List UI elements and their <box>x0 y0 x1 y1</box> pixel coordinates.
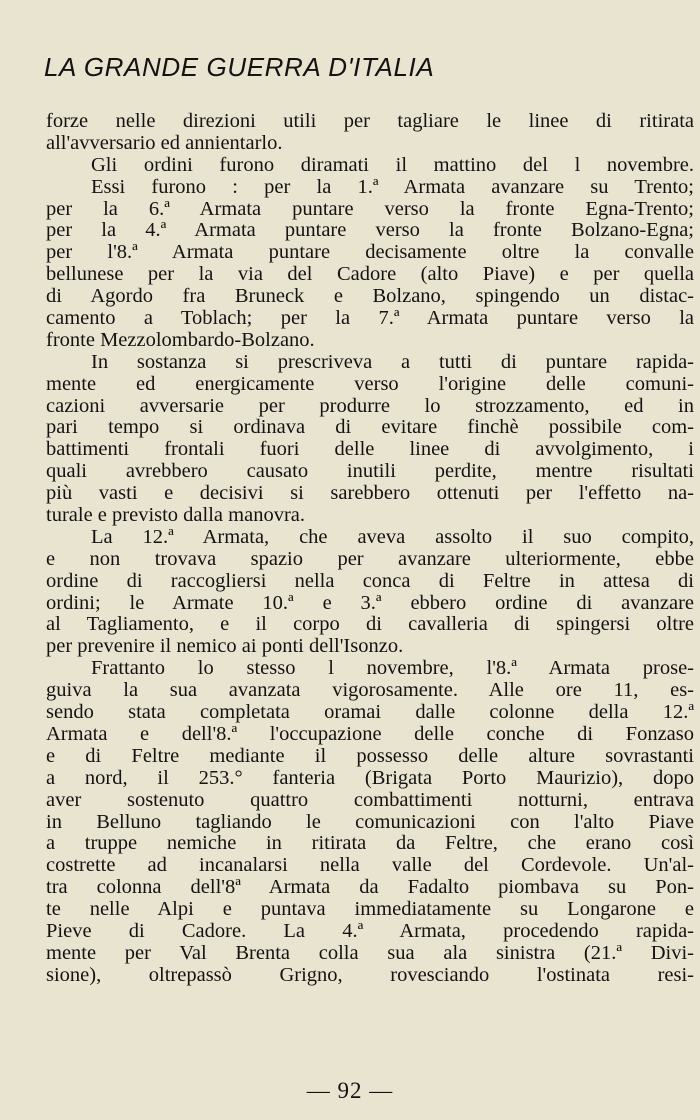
text-line: per la 4.ª Armata puntare verso la fronte Bolzano-Egna; <box>46 219 694 242</box>
text-line: e non trovava spazio per avanzare ulteriormente, ebbe <box>46 547 694 570</box>
text-line: battimenti frontali fuori delle linee di avvolgimento, i <box>46 438 694 461</box>
text-line: più vasti e decisivi si sarebbero ottenuti per l'effetto na- <box>46 482 694 505</box>
text-line: in Belluno tagliando le comunicazioni con l'alto Piave <box>46 810 694 833</box>
text-line: e di Feltre mediante il possesso delle alture sovrastanti <box>46 744 694 767</box>
text-line: La 12.ª Armata, che aveva assolto il suo compito, <box>91 525 694 548</box>
text-line: Frattanto lo stesso l novembre, l'8.ª Armata prose- <box>91 657 694 680</box>
text-line: Pieve di Cadore. La 4.ª Armata, procedendo rapida- <box>46 919 694 942</box>
text-line: costrette ad incanalarsi nella valle del Cordevole. Un'al- <box>46 854 694 877</box>
text-line: sione), oltrepassò Grigno, rovesciando l'ostinata resi- <box>46 963 694 986</box>
text-line: bellunese per la via del Cadore (alto Piave) e per quella <box>46 263 694 286</box>
text-line: di Agordo fra Bruneck e Bolzano, spingendo un distac- <box>46 285 694 308</box>
text-line: mente ed energicamente verso l'origine delle comuni- <box>46 372 694 395</box>
page-number: — 92 — <box>306 1078 394 1103</box>
text-line: aver sostenuto quattro combattimenti notturni, entrava <box>46 788 694 811</box>
text-line: forze nelle direzioni utili per tagliare le linee di ritirata <box>46 110 694 132</box>
text-line: In sostanza si prescriveva a tutti di puntare rapida- <box>91 350 694 373</box>
text-line: cazioni avversarie per produrre lo strozzamento, ed in <box>46 394 694 417</box>
text-line: turale e previsto dalla manovra. <box>46 504 305 527</box>
text-line: Essi furono : per la 1.ª Armata avanzare su Trento; <box>91 175 694 198</box>
text-line: all'avversario ed annientarlo. <box>46 131 283 154</box>
text-line: Armata e dell'8.ª l'occupazione delle conche di Fonzaso <box>46 722 694 745</box>
text-line: ordini; le Armate 10.ª e 3.ª ebbero ordine di avanzare <box>46 591 694 614</box>
text-line: per prevenire il nemico ai ponti dell'Isonzo. <box>46 635 404 658</box>
text-line: quali avrebbero causato inutili perdite, mentre risultati <box>46 460 694 483</box>
text-line: a truppe nemiche in ritirata da Feltre, che erano così <box>46 832 694 855</box>
text-line: guiva la sua avanzata vigorosamente. Alle ore 11, es- <box>46 679 694 702</box>
text-line: per l'8.ª Armata puntare decisamente oltre la convalle <box>46 241 694 264</box>
text-line: fronte Mezzolombardo-Bolzano. <box>46 328 315 351</box>
text-line: al Tagliamento, e il corpo di cavalleria di spingersi oltre <box>46 613 694 636</box>
text-line: mente per Val Brenta colla sua ala sinistra (21.ª Divi- <box>46 941 694 964</box>
text-line: pari tempo si ordinava di evitare finchè possibile com- <box>46 416 694 439</box>
text-line: te nelle Alpi e puntava immediatamente su Longarone e <box>46 898 694 921</box>
text-line: ordine di raccogliersi nella conca di Feltre in attesa di <box>46 569 694 592</box>
text-line: camento a Toblach; per la 7.ª Armata puntare verso la <box>46 307 694 330</box>
text-line: Gli ordini furono diramati il mattino del l novembre. <box>91 153 694 176</box>
text-line: per la 6.ª Armata puntare verso la fronte Egna-Trento; <box>46 197 694 220</box>
text-line: sendo stata completata oramai dalle colonne della 12.ª <box>46 701 694 724</box>
text-line: a nord, il 253.° fanteria (Brigata Porto Maurizio), dopo <box>46 766 694 789</box>
text-line: tra colonna dell'8ª Armata da Fadalto piombava su Pon- <box>46 876 694 899</box>
body-text <box>46 111 694 987</box>
running-title: LA GRANDE GUERRA D'ITALIA <box>44 52 435 82</box>
